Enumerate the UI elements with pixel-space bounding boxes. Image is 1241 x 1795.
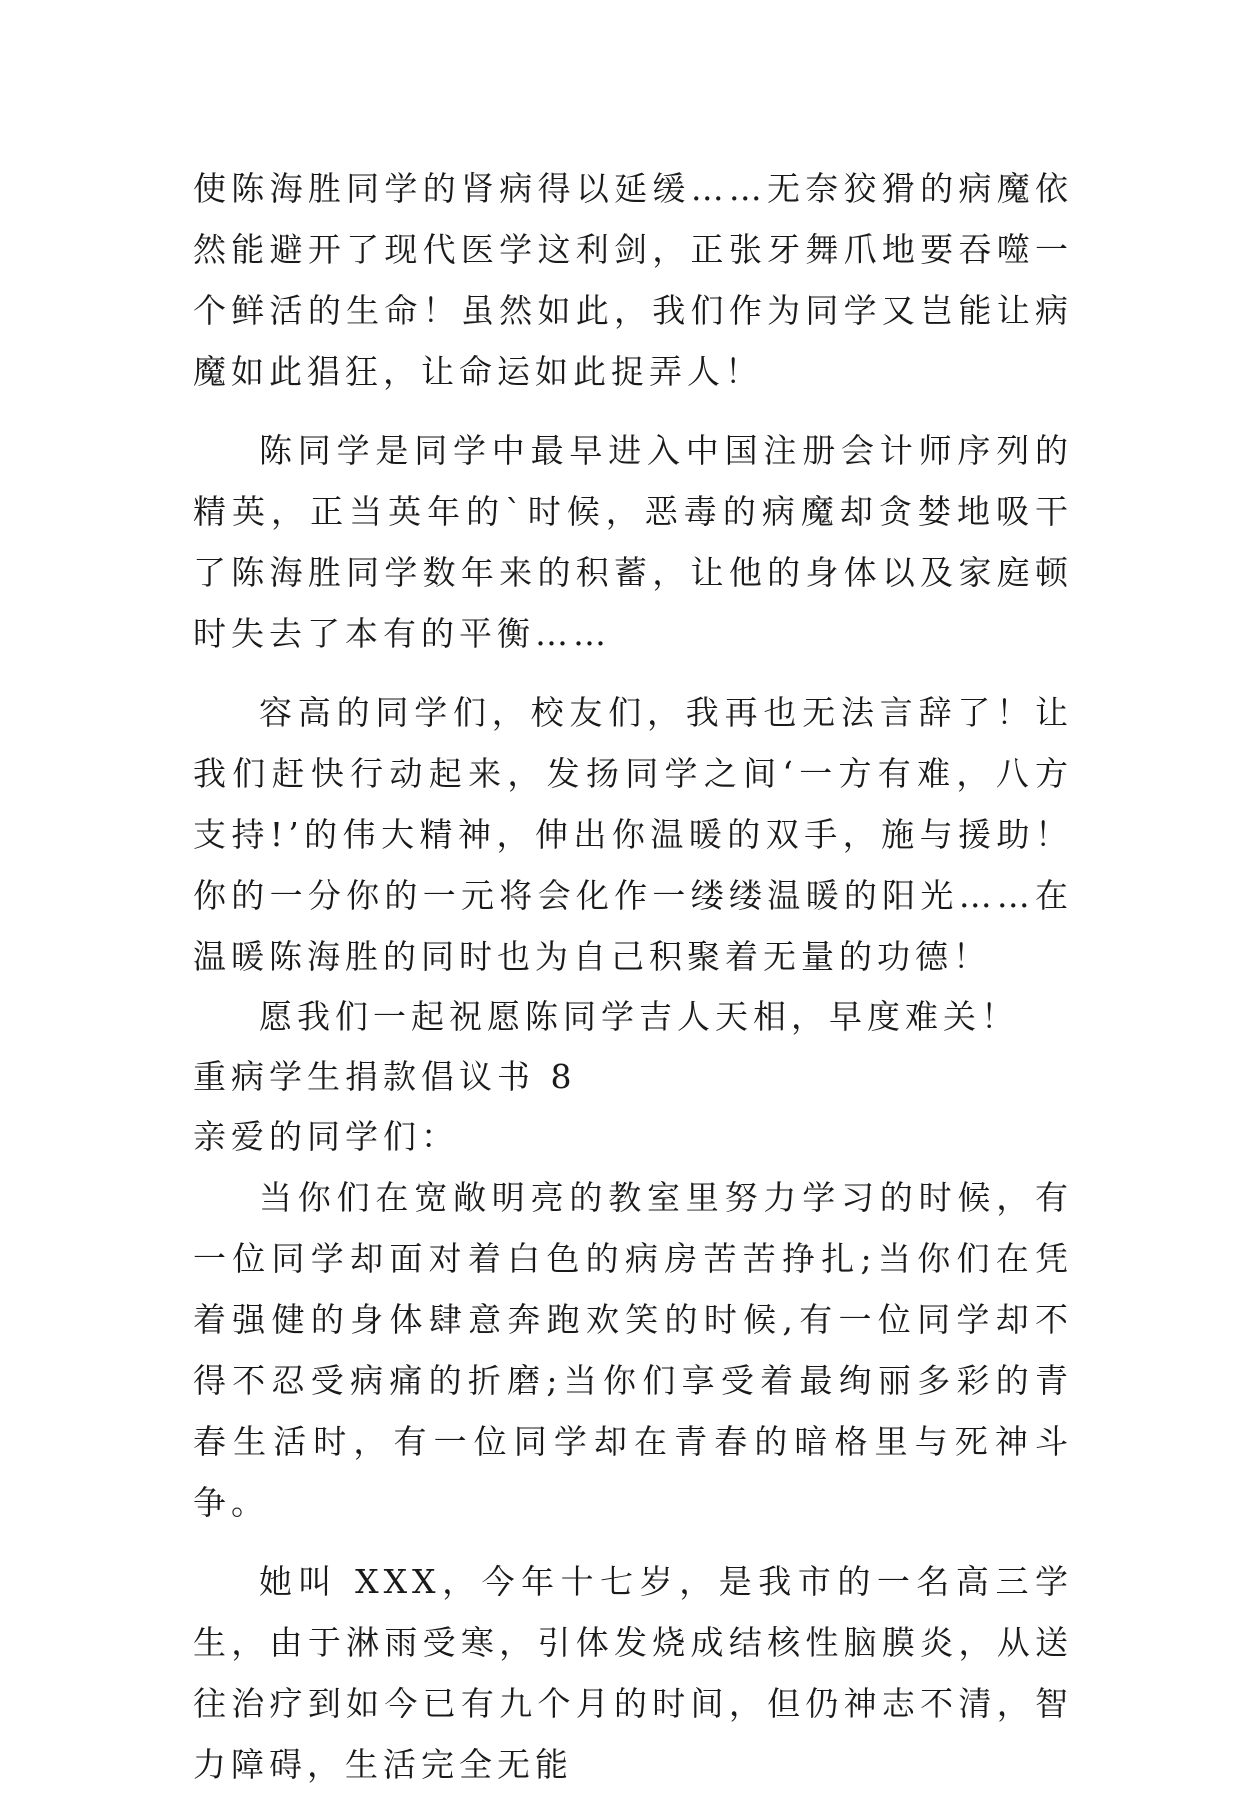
paragraph-2: 陈同学是同学中最早进入中国注册会计师序列的精英，正当英年的`时候，恶毒的病魔却贪婪地吸干了陈海胜同学数年来的积蓄，让他的身体以及家庭顿时失去了本有的平衡……: [193, 431, 1073, 653]
paragraph-3: 容高的同学们，校友们，我再也无法言辞了！让我们赶快行动起来，发扬同学之间‘一方有难，八方支持!’的伟大精神，伸出你温暖的双手，施与援助！你的一分你的一元将会化作一缕缕温暖的阳光……在温暖陈海胜的同时也为自己积聚着无量的功德！: [193, 693, 1073, 976]
paragraph-5: 当你们在宽敞明亮的教室里努力学习的时候，有一位同学却面对着白色的病房苦苦挣扎;当你们在凭着强健的身体肆意奔跑欢笑的时候,有一位同学却不得不忍受病痛的折磨;当你们享受着最绚丽多彩的青春生活时，有一位同学却在青春的暗格里与死神斗争。: [193, 1178, 1073, 1522]
document-title: 重病学生捐款倡议书 8: [193, 1057, 577, 1096]
paragraph-4: 愿我们一起祝愿陈同学吉人天相，早度难关！: [259, 997, 1019, 1036]
paragraph-1: 使陈海胜同学的肾病得以延缓……无奈狡猾的病魔依然能避开了现代医学这利剑，正张牙舞爪地要吞噬一个鲜活的生命！虽然如此，我们作为同学又岂能让病魔如此猖狂，让命运如此捉弄人！: [193, 169, 1073, 391]
paragraph-6: 她叫 XXX，今年十七岁，是我市的一名高三学生，由于淋雨受寒，引体发烧成结核性脑膜炎，从送往治疗到如今已有九个月的时间，但仍神志不清，智力障碍，生活完全无能: [193, 1562, 1073, 1784]
document-body: [193, 158, 1073, 1795]
greeting: 亲爱的同学们：: [193, 1117, 459, 1156]
